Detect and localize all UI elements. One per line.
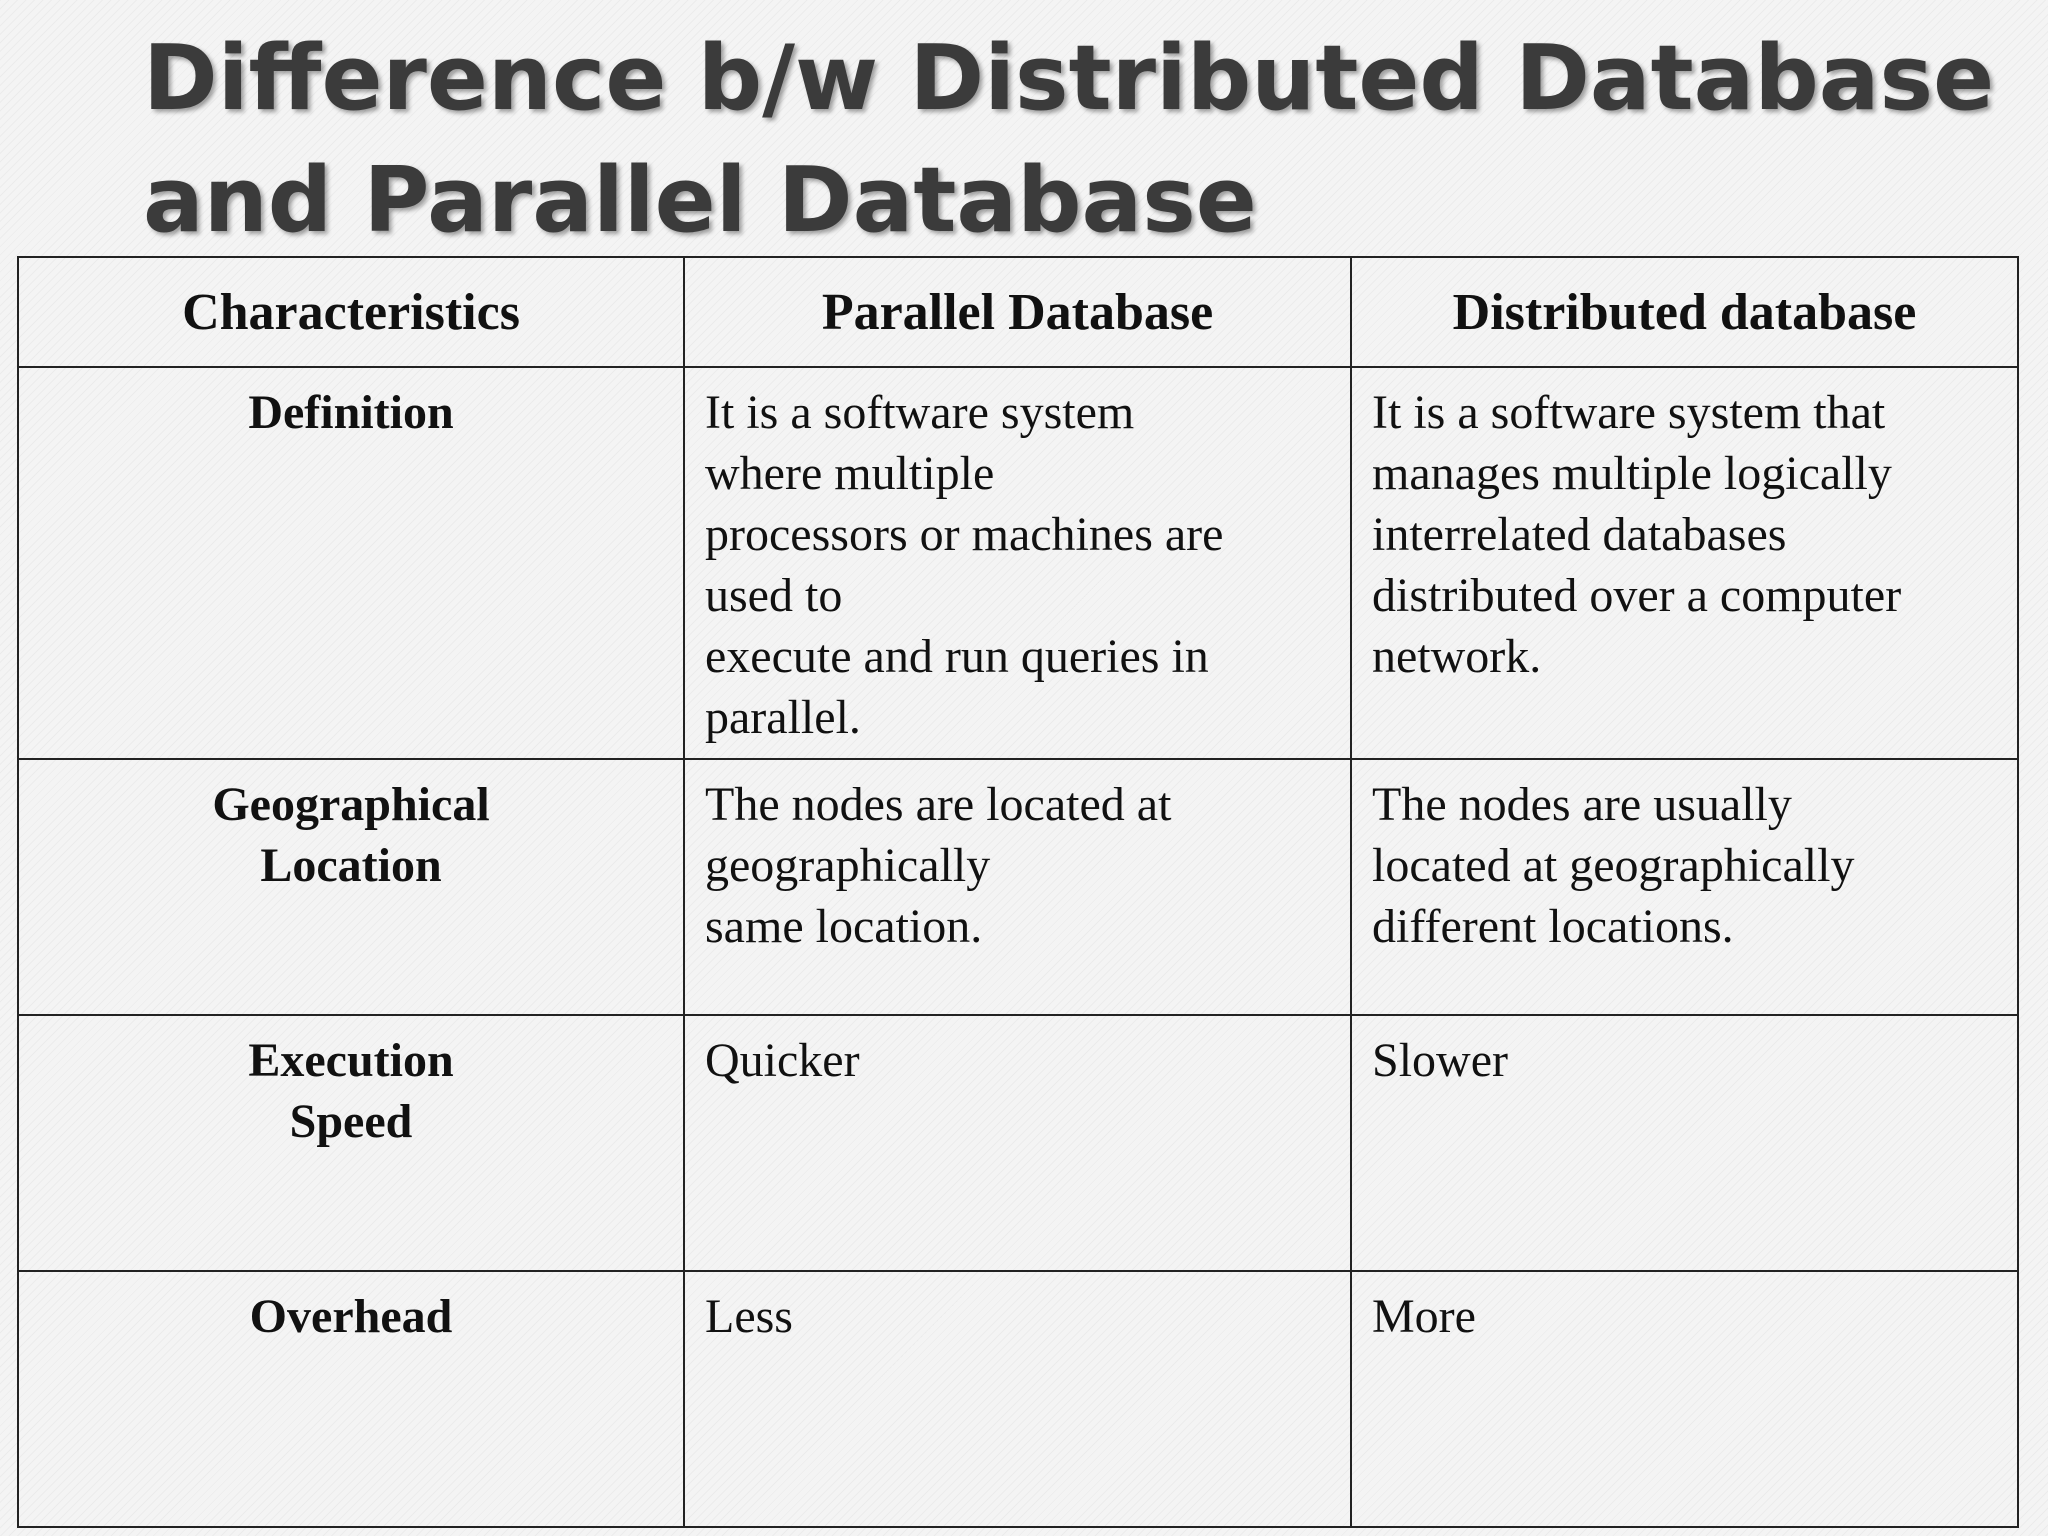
slide-title bbox=[143, 18, 2023, 262]
cell-text-line: Less bbox=[705, 1290, 793, 1343]
cell-execution-distributed bbox=[1351, 1015, 2018, 1271]
row-label-execution-speed bbox=[18, 1015, 684, 1271]
cell-text-line: same location. bbox=[705, 900, 983, 953]
cell-text-line: The nodes are usually bbox=[1372, 778, 1792, 831]
row-label-overhead: Overhead bbox=[18, 1271, 684, 1527]
table-row-geographical-location bbox=[18, 759, 2018, 1015]
table-row-definition bbox=[18, 367, 2018, 759]
table-header-row bbox=[18, 257, 2018, 367]
cell-text-line: located at geographically bbox=[1372, 839, 1855, 892]
row-label-line: Execution bbox=[248, 1034, 454, 1087]
cell-text-line: Slower bbox=[1372, 1034, 1508, 1087]
row-label-geographical-location bbox=[18, 759, 684, 1015]
cell-text-line: It is a software system that bbox=[1372, 386, 1886, 439]
cell-text-line: parallel. bbox=[705, 691, 861, 744]
cell-definition-parallel bbox=[684, 367, 1351, 759]
cell-geographical-distributed bbox=[1351, 759, 2018, 1015]
row-label-definition: Definition bbox=[18, 367, 684, 759]
header-distributed-database: Distributed database bbox=[1351, 257, 2018, 367]
row-label-line: Location bbox=[260, 839, 442, 892]
cell-text-line: distributed over a computer bbox=[1372, 569, 1902, 622]
cell-text-line: manages multiple logically bbox=[1372, 447, 1892, 500]
cell-text-line: Quicker bbox=[705, 1034, 860, 1087]
row-label-line: Speed bbox=[289, 1095, 413, 1148]
cell-execution-parallel bbox=[684, 1015, 1351, 1271]
cell-text-line: processors or machines are bbox=[705, 508, 1224, 561]
cell-text-line: It is a software system bbox=[705, 386, 1135, 439]
cell-text-line: More bbox=[1372, 1290, 1476, 1343]
header-parallel-database: Parallel Database bbox=[684, 257, 1351, 367]
table-row-execution-speed bbox=[18, 1015, 2018, 1271]
cell-text-line: The nodes are located at bbox=[705, 778, 1172, 831]
comparison-table bbox=[17, 256, 2019, 1528]
cell-text-line: different locations. bbox=[1372, 900, 1734, 953]
row-label-line: Geographical bbox=[212, 778, 490, 831]
slide-title-line-1: Difference b/w Distributed Database bbox=[143, 26, 1995, 131]
cell-overhead-distributed bbox=[1351, 1271, 2018, 1527]
slide-title-line-2: and Parallel Database bbox=[143, 148, 1257, 253]
header-characteristics: Characteristics bbox=[18, 257, 684, 367]
cell-text-line: where multiple bbox=[705, 447, 995, 500]
cell-definition-distributed bbox=[1351, 367, 2018, 759]
cell-overhead-parallel bbox=[684, 1271, 1351, 1527]
cell-geographical-parallel bbox=[684, 759, 1351, 1015]
cell-text-line: interrelated databases bbox=[1372, 508, 1787, 561]
cell-text-line: network. bbox=[1372, 630, 1542, 683]
cell-text-line: execute and run queries in bbox=[705, 630, 1209, 683]
cell-text-line: geographically bbox=[705, 839, 991, 892]
table-row-overhead bbox=[18, 1271, 2018, 1527]
cell-text-line: used to bbox=[705, 569, 843, 622]
